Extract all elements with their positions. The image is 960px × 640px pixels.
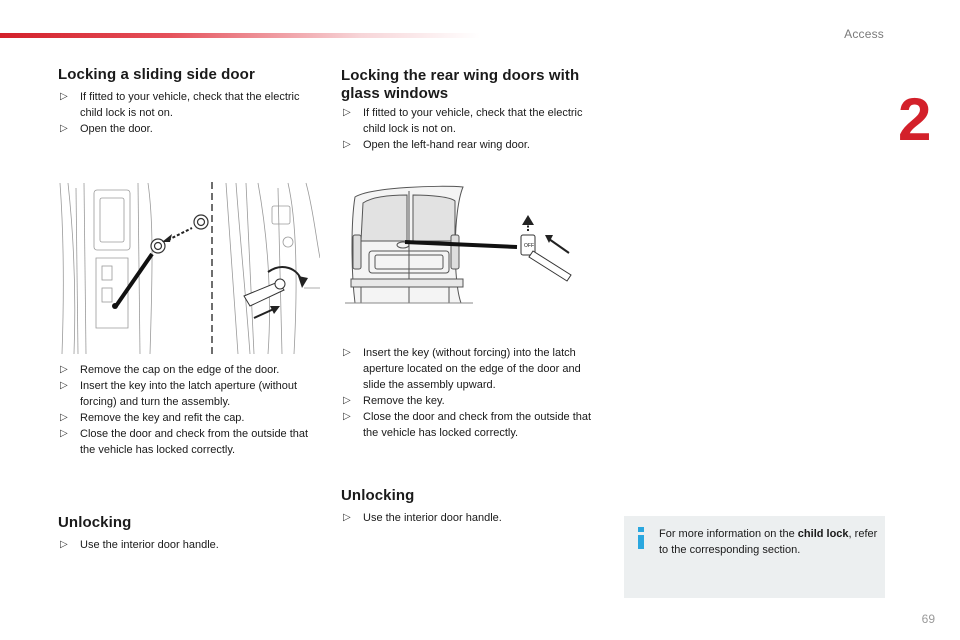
bullet-arrow-icon: ▷	[60, 91, 68, 102]
step-item	[59, 426, 321, 458]
step-item	[342, 137, 604, 153]
off-label: OFF	[524, 243, 534, 249]
step-text: If fitted to your vehicle, check that the electric child lock is not on.	[363, 107, 583, 135]
bullet-arrow-icon: ▷	[60, 412, 68, 423]
step-text: If fitted to your vehicle, check that the electric child lock is not on.	[80, 91, 300, 119]
header-accent-bar	[0, 33, 480, 38]
page-number: 69	[921, 612, 935, 626]
sliding-door-unlocking-steps	[59, 537, 321, 553]
rear-wing-doors-steps-after	[342, 345, 604, 441]
bullet-arrow-icon: ▷	[60, 364, 68, 375]
step-item	[342, 105, 604, 137]
step-item	[59, 410, 321, 426]
step-text: Insert the key (without forcing) into the latch aperture located on the edge of the door and slide the assembly upward.	[363, 347, 581, 391]
bullet-arrow-icon: ▷	[343, 347, 351, 358]
step-text: Remove the key and refit the cap.	[80, 412, 245, 424]
step-text: Use the interior door handle.	[363, 512, 502, 524]
step-text: Open the door.	[80, 123, 153, 135]
bullet-arrow-icon: ▷	[60, 428, 68, 439]
step-text: Open the left-hand rear wing door.	[363, 139, 530, 151]
bullet-arrow-icon: ▷	[343, 107, 351, 118]
step-text: Remove the key.	[363, 395, 445, 407]
step-item	[342, 510, 604, 526]
sliding-door-steps-after	[59, 362, 321, 458]
sliding-door-steps-before	[59, 89, 321, 137]
sliding-door-heading: Locking a sliding side door	[58, 66, 255, 83]
rear-wing-doors-unlocking-steps	[342, 510, 604, 526]
rear-wing-doors-steps-before	[342, 105, 604, 153]
info-box	[624, 516, 885, 598]
bullet-arrow-icon: ▷	[343, 512, 351, 523]
rear-wing-doors-illustration	[341, 181, 586, 310]
bullet-arrow-icon: ▷	[343, 411, 351, 422]
step-item	[59, 537, 321, 553]
step-text: Close the door and check from the outside that the vehicle has locked correctly.	[363, 411, 592, 439]
sliding-door-unlocking-heading: Unlocking	[58, 514, 132, 531]
step-item	[342, 409, 604, 441]
step-item	[59, 362, 321, 378]
step-item	[342, 393, 604, 409]
step-text: Close the door and check from the outside that the vehicle has locked correctly.	[80, 428, 309, 456]
bullet-arrow-icon: ▷	[343, 139, 351, 150]
step-text: Insert the key into the latch aperture (without forcing) and turn the assembly.	[80, 380, 298, 408]
step-text: Remove the cap on the edge of the door.	[80, 364, 280, 376]
step-text: Use the interior door handle.	[80, 539, 219, 551]
bullet-arrow-icon: ▷	[60, 123, 68, 134]
step-item	[59, 121, 321, 137]
info-icon	[634, 527, 648, 549]
step-item	[59, 378, 321, 410]
section-label: Access	[844, 27, 884, 41]
chapter-number: 2	[898, 86, 932, 153]
child-lock-emphasis: child lock	[797, 528, 849, 540]
bullet-arrow-icon: ▷	[60, 380, 68, 391]
sliding-door-illustration	[58, 178, 320, 354]
bullet-arrow-icon: ▷	[60, 539, 68, 550]
info-box-text: For more information on the child lock, refer to the corresponding section.	[659, 528, 878, 556]
bullet-arrow-icon: ▷	[343, 395, 351, 406]
step-item	[59, 89, 321, 121]
rear-wing-doors-heading: Locking the rear wing doors with glass windows	[341, 67, 580, 102]
rear-wing-doors-unlocking-heading: Unlocking	[341, 487, 415, 504]
step-item	[342, 345, 604, 393]
